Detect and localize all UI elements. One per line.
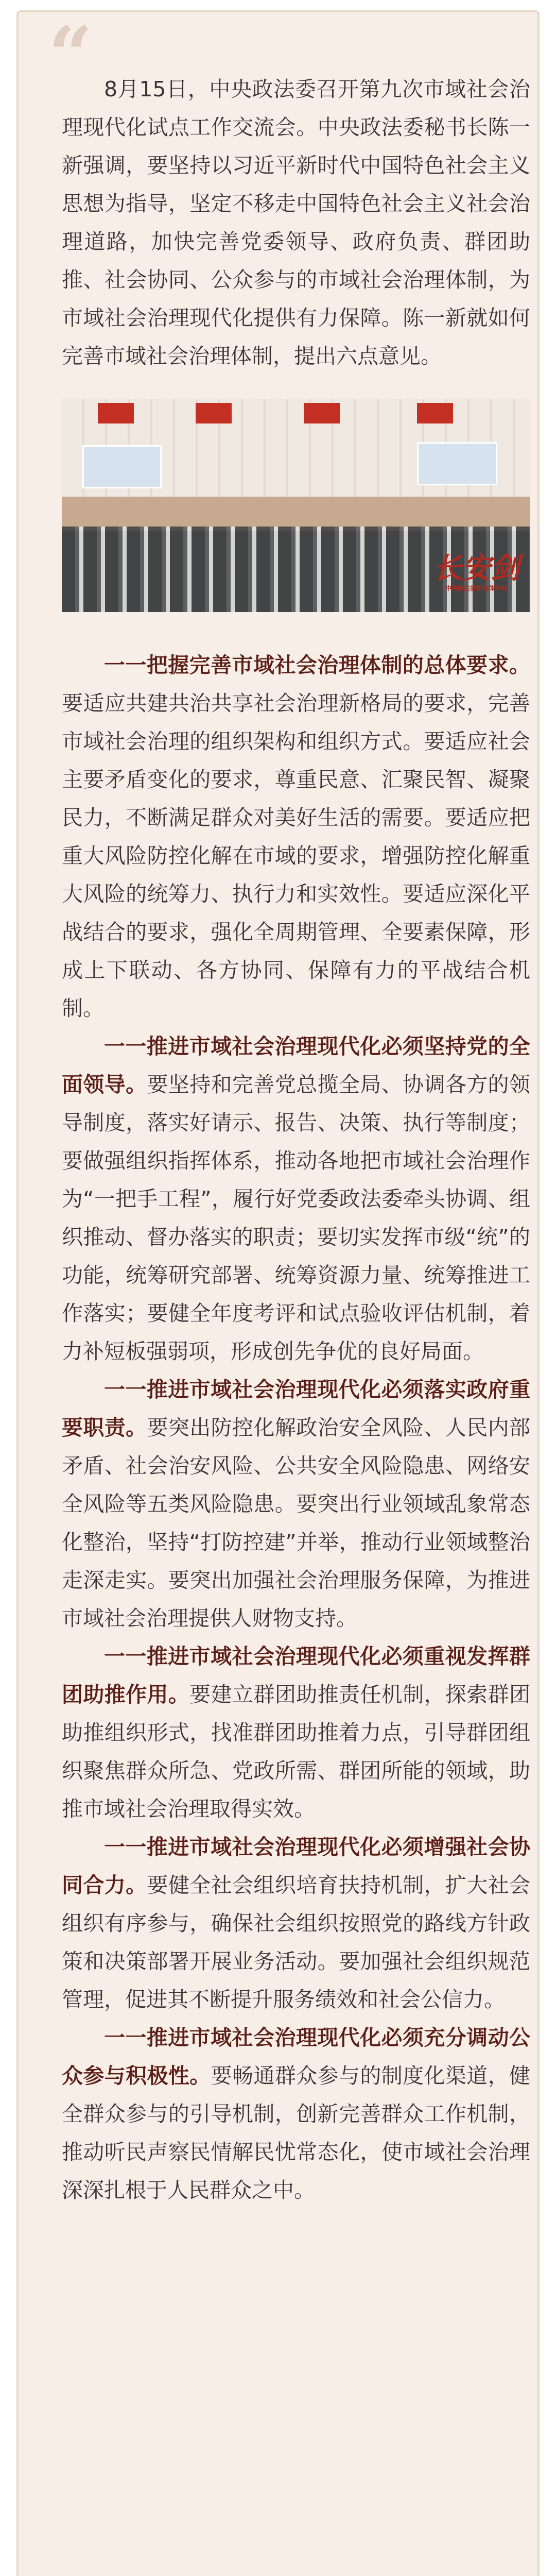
section-paragraph (62, 1370, 530, 1637)
left-screen (82, 445, 162, 488)
meeting-photo (62, 399, 530, 612)
right-screen (417, 442, 497, 485)
section-body: 要建立群团助推责任机制，探索群团助推组织形式，找准群团助推着力点，引导群团组织聚焦群众所急、党政所需、群团所能的领域，助推市域社会治理取得实效。 (62, 1682, 531, 1821)
section-body: 要畅通群众参与的制度化渠道，健全群众参与的引导机制，创新完善群众工作机制，推动听民声察民情解民忧常态化，使市域社会治理深深扎根于人民群众之中。 (62, 2063, 531, 2202)
section-body: 要坚持和完善党总揽全局、协调各方的领导制度，落实好请示、报告、决策、执行等制度；要做强组织指挥体系，推动各地把市域社会治理作为“一把手工程”，履行好党委政法委牵头协调、组织推动、督办落实的职责；要切实发挥市级“统”的功能，统筹研究部署、统筹资源力量、统筹推进工作落实；要健全年度考评和试点验收评估机制，着力补短板强弱项，形成创先争优的良好局面。 (62, 1072, 531, 1364)
section-lead: 一一推进市域社会治理现代化必须坚持党的全面领导。 (62, 1034, 530, 1097)
section-paragraph (62, 646, 530, 1027)
section-body: 要突出防控化解政治安全风险、人民内部矛盾、社会治安风险、公共安全风险隐患、网络安全风险等五类风险隐患。要突出行业领域乱象常态化整治，坚持“打防控建”并举，推动行业领域整治走深走实。要突出加强社会治理服务保障，为推进市域社会治理提供人财物支持。 (62, 1415, 531, 1631)
section-lead: 一一推进市域社会治理现代化必须落实政府重要职责。 (62, 1377, 530, 1440)
section-paragraph (62, 1637, 530, 1828)
article-body (62, 70, 530, 2209)
section-paragraph (62, 1828, 530, 2019)
intro-paragraph: 8月15日，中央政法委召开第九次市域社会治理现代化试点工作交流会。中央政法委秘书长陈一新强调，要坚持以习近平新时代中国特色社会主义思想为指导，坚定不移走中国特色社会主义社会治理道路，加快完善党委领导、政府负责、群团助推、社会协同、公众参与的市域社会治理体制，为市域社会治理现代化提供有力保障。陈一新就如何完善市域社会治理体制，提出六点意见。 (62, 77, 530, 368)
section-paragraph (62, 1027, 530, 1370)
section-lead: 一一把握完善市域社会治理体制的总体要求。 (104, 653, 530, 677)
section-body: 要适应共建共治共享社会治理新格局的要求，完善市域社会治理的组织架构和组织方式。要适应社会主要矛盾变化的要求，尊重民意、汇聚民智、凝聚民力，不断满足群众对美好生活的需要。要适应把重大风险防控化解在市域的要求，增强防控化解重大风险的统筹力、执行力和实效性。要适应深化平战结合的要求，强化全周期管理、全要素保障，形成上下联动、各方协同、保障有力的平战结合机制。 (62, 691, 530, 1021)
section-lead: 一一推进市域社会治理现代化必须增强社会协同合力。 (62, 1835, 530, 1897)
article-card (16, 10, 540, 2576)
section-body: 要健全社会组织培育扶持机制，扩大社会组织有序参与，确保社会组织按照党的路线方针政策和决策部署开展业务活动。要加强社会组织规范管理，促进其不断提升服务绩效和社会公信力。 (62, 1873, 531, 2012)
section-lead: 一一推进市域社会治理现代化必须充分调动公众参与积极性。 (62, 2025, 530, 2088)
section-paragraph (62, 2019, 530, 2209)
open-quote-icon: “ (48, 10, 93, 100)
changanjian-logo: 长安剑 中央政法委新媒体平台 (433, 551, 519, 592)
section-lead: 一一推进市域社会治理现代化必须重视发挥群团助推作用。 (62, 1644, 530, 1707)
